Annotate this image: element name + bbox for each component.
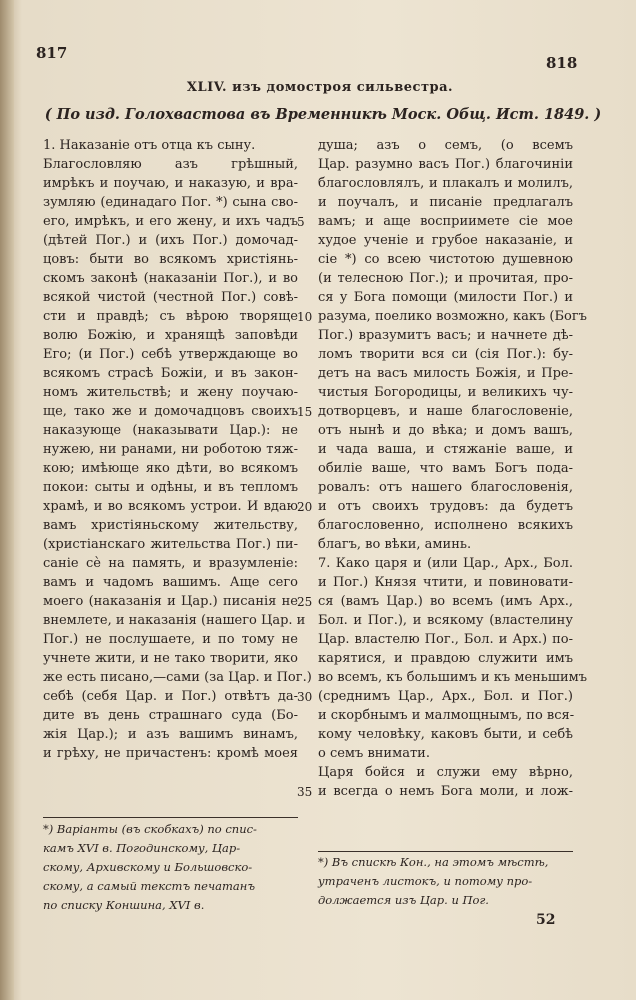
text-line: зумляю (единадаго Пог. *) сына сво-	[43, 195, 298, 210]
text-line: храмѣ, и во всякомъ устрои. И вдаю	[43, 499, 298, 514]
text-line: 7. Како царя и (или Цар., Арх., Бол.	[318, 556, 573, 571]
text-line: и поучалъ, и писаніе предлагалъ	[318, 195, 573, 210]
text-line: скомъ законѣ (наказаніи Пог.), и во	[43, 271, 298, 286]
text-line: отъ нынѣ и до вѣка; и домъ вашъ,	[318, 423, 573, 438]
chapter-title: XLIV. изъ домостроя сильвестра.	[186, 80, 454, 95]
text-line: внемлете, и наказанія (нашего Цар. и	[43, 613, 306, 628]
text-line: (дѣтей Пог.) и (ихъ Пог.) домочад-	[43, 233, 298, 248]
text-line: Цар. разумно васъ Пог.) благочиніи	[318, 157, 573, 172]
text-line: вамъ; и аще восприимете сіе мое	[318, 214, 573, 229]
text-line: *) Въ спискѣ Кон., на этомъ мѣстѣ,	[318, 855, 549, 869]
text-line: Пог.) не послушаете, и по тому не	[43, 632, 298, 647]
text-line: худое ученіе и грубое наказаніе, и	[318, 233, 573, 248]
text-line: Его; (и Пог.) себѣ утверждающе во	[43, 347, 298, 362]
text-line: Благословляю азъ грѣшный,	[43, 157, 298, 172]
text-line: вамъ и чадомъ вашимъ. Аще сего	[43, 575, 298, 590]
text-line: моего (наказанія и Цар.) писанія не	[43, 594, 298, 609]
text-line: всякой чистой (честной Пог.) совѣ-	[43, 290, 298, 305]
text-line: ровалъ: отъ нашего благословенія,	[318, 480, 573, 495]
text-line: нужею, ни ранами, ни роботою тяж-	[43, 442, 298, 457]
text-line: кою; имѣюще яко дѣти, во всякомъ	[43, 461, 298, 476]
text-line: Пог.) вразумитъ васъ; и начнете дѣ-	[318, 328, 573, 343]
text-line: Бол. и Пог.), и всякому (властелину	[318, 613, 573, 628]
text-line: дите въ день страшнаго суда (Бо-	[43, 708, 298, 723]
text-line: скому, Архивскому и Большовско-	[43, 860, 253, 874]
text-line: скому, а самый текстъ печатанъ	[43, 879, 255, 893]
text-line: душа; азъ о семъ, (о всемъ	[318, 138, 573, 153]
text-line: разума, поелико возможно, какъ (Богъ	[318, 309, 587, 324]
line-number: 20	[297, 500, 313, 514]
text-line: же есть писано,—сами (за Цар. и Пог.)	[43, 670, 312, 685]
line-number: 25	[297, 595, 313, 609]
text-line: детъ на васъ милость Божія, и Пре-	[318, 366, 573, 381]
text-line: волю Божію, и хранящѣ заповѣди	[43, 328, 298, 343]
text-line: ся у Бога помощи (милости Пог.) и	[318, 290, 573, 305]
text-line: (среднимъ Цар., Арх., Бол. и Пог.)	[318, 689, 573, 704]
line-number: 5	[297, 215, 305, 229]
text-line: *) Варіанты (въ скобкахъ) по спис-	[43, 822, 257, 836]
signature-number: 52	[536, 912, 556, 928]
text-line: номъ жительствѣ; и жену поучаю-	[43, 385, 298, 400]
text-line: вамъ христіяньскому жительству,	[43, 518, 298, 533]
text-line: ся (вамъ Цар.) во всемъ (имъ Арх.,	[318, 594, 573, 609]
left-footnote	[43, 820, 283, 915]
text-line: чистыя Богородицы, и великихъ чу-	[318, 385, 573, 400]
text-line: ще, тако же и домочадцовъ своихъ	[43, 404, 298, 419]
text-line: утраченъ листокъ, и потому про-	[318, 874, 533, 888]
text-line: наказующе (наказывати Цар.): не	[43, 423, 298, 438]
text-line: себѣ (себя Цар. и Пог.) отвѣтъ да-	[43, 689, 298, 704]
text-line: благословлялъ, и плакалъ и молилъ,	[318, 176, 573, 191]
right-page-number: 818	[546, 54, 578, 72]
text-line: (и телесною Пог.); и прочитая, про-	[318, 271, 573, 286]
text-line: всякомъ страсѣ Божіи, и въ закон-	[43, 366, 298, 381]
book-spine-shadow	[0, 0, 14, 1000]
text-line: и чада ваша, и стяжаніе ваше, и	[318, 442, 573, 457]
text-line: о семъ внимати.	[318, 746, 430, 761]
text-line: имрѣкъ и поучаю, и наказую, и вра-	[43, 176, 298, 191]
text-line: (христіанскаго жительства Пог.) пи-	[43, 537, 298, 552]
line-number: 35	[297, 785, 313, 799]
text-line: сіе *) со всею чистотою душевною	[318, 252, 573, 267]
text-line: и скорбнымъ и малмощнымъ, по вся-	[318, 708, 575, 723]
left-footnote-rule	[43, 817, 298, 818]
text-line: благъ, во вѣки, аминь.	[318, 537, 472, 552]
text-line: саніе сѐ на память, и вразумленіе:	[43, 556, 298, 571]
text-line: Цар. властелю Пог., Бол. и Арх.) по-	[318, 632, 573, 647]
source-subtitle: ( По изд. Голохвастова въ Временникѣ Моск. Общ. Ист. 1849. )	[44, 106, 602, 123]
right-footnote-rule	[318, 851, 573, 852]
text-line: цовъ: быти во всякомъ христіянь-	[43, 252, 298, 267]
text-line: по списку Коншина, XVI в.	[43, 898, 205, 912]
text-line: и всегда о немъ Бога моли, и лож-	[318, 784, 573, 799]
left-page-number: 817	[36, 44, 68, 62]
text-line: кому человѣку, каковъ быти, и себѣ	[318, 727, 573, 742]
text-line: карятися, и правдою служити имъ	[318, 651, 573, 666]
line-number: 30	[297, 690, 313, 704]
text-line: обиліе ваше, что вамъ Богъ пода-	[318, 461, 573, 476]
line-number: 15	[297, 405, 313, 419]
text-line: учнете жити, и не тако творити, яко	[43, 651, 298, 666]
text-line: и отъ своихъ трудовъ: да будетъ	[318, 499, 573, 514]
text-line: 1. Наказаніе отъ отца къ сыну.	[43, 138, 256, 153]
text-line: сти и правдѣ; съ вѣрою творяще	[43, 309, 298, 324]
text-line: покои: сыты и одѣны, и въ тепломъ	[43, 480, 298, 495]
text-line: должается изъ Цар. и Пог.	[318, 893, 489, 907]
text-line: и грѣху, не причастенъ: кромѣ моея	[43, 746, 298, 761]
line-number: 10	[297, 310, 313, 324]
text-line: и Пог.) Князя чтити, и повиновати-	[318, 575, 573, 590]
text-line: благословенно, исполнено всякихъ	[318, 518, 573, 533]
text-line: камъ XVI в. Погодинскому, Цар-	[43, 841, 241, 855]
text-line: его, имрѣкъ, и его жену, и ихъ чадъ	[43, 214, 298, 229]
text-line: ломъ творити вся си (сія Пог.): бу-	[318, 347, 573, 362]
text-line: Царя бойся и служи ему вѣрно,	[318, 765, 573, 780]
right-text-column	[318, 136, 588, 801]
text-line: во всемъ, къ большимъ и къ меньшимъ	[318, 670, 588, 685]
right-footnote	[318, 853, 573, 910]
text-line: дотворцевъ, и наше благословеніе,	[318, 404, 573, 419]
text-line: жія Цар.); и азъ вашимъ винамъ,	[43, 727, 298, 742]
